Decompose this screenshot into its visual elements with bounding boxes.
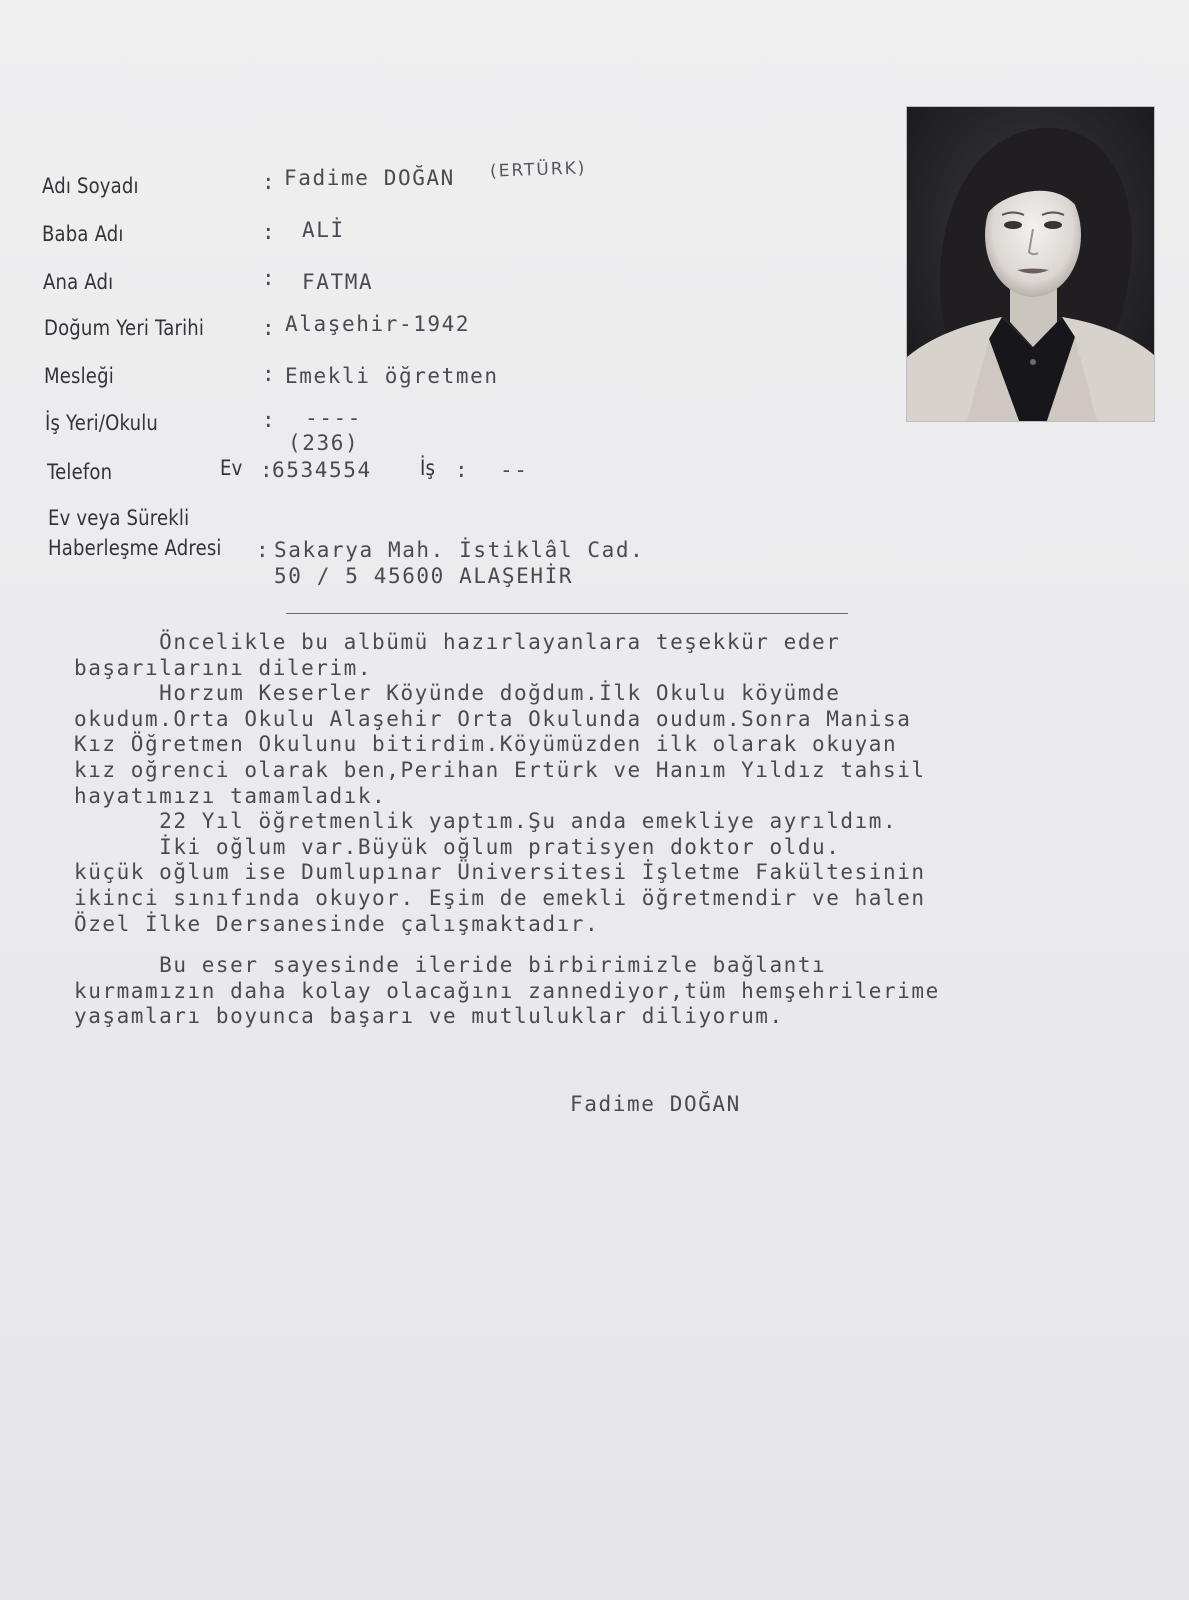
address-line1: Sakarya Mah. İstiklâl Cad. [274,538,645,562]
field-value-name: Fadime DOĞAN [284,166,455,190]
colon: : [262,220,275,244]
field-value-father: ALİ [302,218,345,242]
letter-body [74,630,940,1030]
field-label-phone: Telefon [47,460,113,484]
letter-line: Horzum Keserler Köyünde doğdum.İlk Okulu köyümde [74,681,841,706]
field-label-occupation: Mesleği [44,364,114,388]
field-value-workplace: ---- [305,406,362,430]
colon: : [262,408,275,432]
letter-line: hayatımızı tamamladık. [74,783,387,808]
letter-line: ikinci sınıfında okuyor. Eşim de emekli öğretmendir ve halen [74,885,926,910]
letter-line: kız oğrenci olarak ben,Perihan Ertürk ve Hanım Yıldız tahsil [74,757,926,782]
letter-line: Bu eser sayesinde ileride birbirimizle bağlantı [74,953,827,978]
field-label-workplace: İş Yeri/Okulu [45,411,159,435]
field-label-birth: Doğum Yeri Tarihi [44,316,205,340]
letter-line: başarılarını dilerim. [74,655,373,680]
field-label-mother: Ana Adı [43,270,114,294]
letter-line: küçük oğlum ise Dumlupınar Üniversitesi İşletme Fakültesinin [74,860,926,885]
letter-line: kurmamızın daha kolay olacağını zannediyor,tüm hemşehrilerime [74,978,940,1003]
phone-work-label: İş [420,456,436,480]
letter-paragraph [74,630,940,681]
portrait-photo [906,106,1155,422]
portrait-image [907,107,1154,421]
address-line2: 50 / 5 45600 ALAŞEHİR [274,564,574,588]
handwritten-maiden-name: (ERTÜRK) [489,158,587,182]
letter-paragraph [74,809,940,937]
letter-line: 22 Yıl öğretmenlik yaptım.Şu anda emekliye ayrıldım. [74,809,898,834]
letter-line: yaşamları boyunca başarı ve mutluluklar diliyorum. [74,1004,784,1029]
letter-line: İki oğlum var.Büyük oğlum pratisyen doktor oldu. [74,834,841,859]
field-label-father: Baba Adı [42,222,124,246]
separator-line [286,613,848,614]
letter-line: Kız Öğretmen Okulunu bitirdim.Köyümüzden ilk olarak okuyan [74,732,898,757]
letter-line: Öncelikle bu albümü hazırlayanlara teşekkür eder [74,630,841,654]
letter-paragraph [74,681,940,809]
colon: : [256,538,269,562]
colon: : [455,458,468,482]
colon: : [262,170,275,194]
phone-home-value: 6534554 [272,458,372,482]
signature-name: Fadime DOĞAN [570,1092,741,1116]
letter-paragraph [74,953,940,1030]
letter-line: okudum.Orta Okulu Alaşehir Orta Okulunda oudum.Sonra Manisa [74,706,912,731]
letter-line: Özel İlke Dersanesinde çalışmaktadır. [74,911,600,936]
field-value-birth: Alaşehir-1942 [285,312,471,336]
phone-work-value: -- [500,458,529,482]
field-label-name: Adı Soyadı [42,174,139,198]
field-value-mother: FATMA [302,270,374,294]
phone-home-label: Ev [220,456,243,480]
colon: : [262,266,275,290]
phone-area-code: (236) [288,431,360,455]
colon: : [262,362,275,386]
address-label-line2: Haberleşme Adresi [48,536,222,560]
colon: : [262,316,275,340]
address-label-line1: Ev veya Sürekli [48,506,190,530]
field-value-occupation: Emekli öğretmen [285,364,499,388]
colon: : [260,458,273,482]
